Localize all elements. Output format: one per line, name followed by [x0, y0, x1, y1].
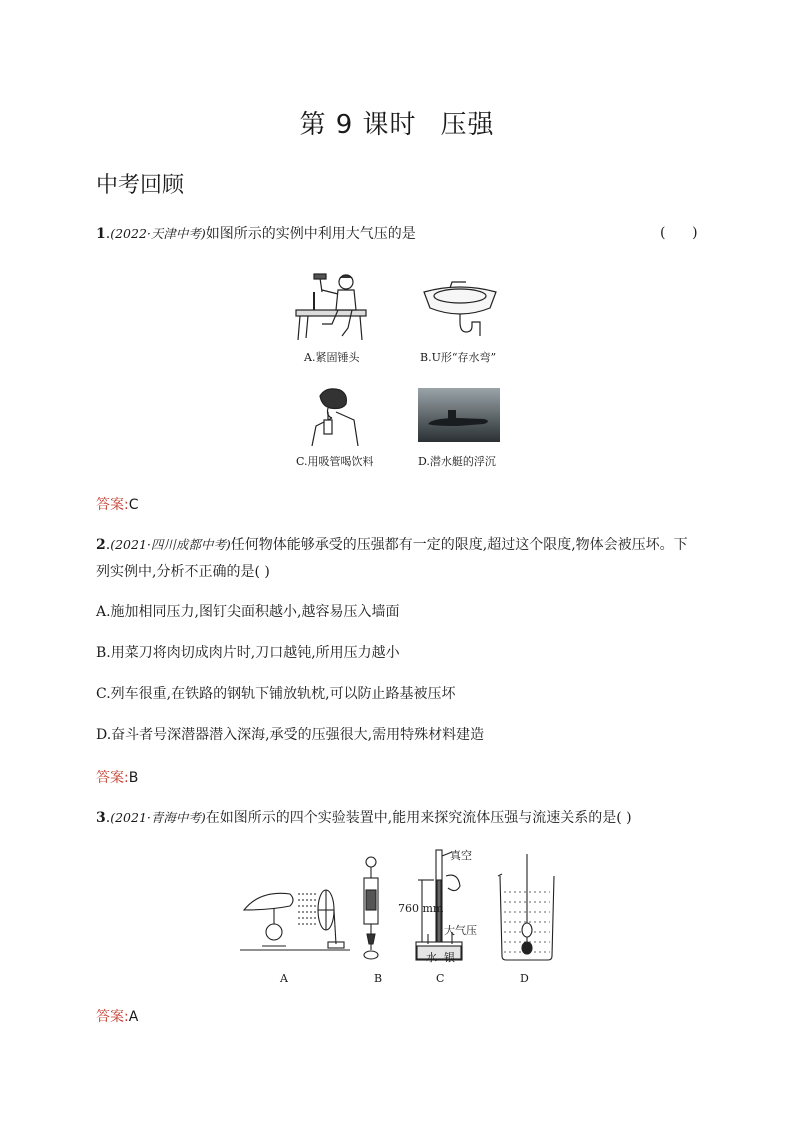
question-3: 3.(2021·青海中考)在如图所示的四个实验装置中,能用来探究流体压强与流速关系的是( ): [96, 810, 632, 826]
figure-label-b: B: [374, 972, 383, 985]
question-source: (2022·天津中考): [110, 226, 206, 241]
figure-label-a: A: [280, 972, 288, 985]
question-number: 1: [96, 226, 106, 242]
question-text: 如图所示的实例中利用大气压的是: [205, 226, 416, 242]
figure-caption-c: C.用吸管喝饮料: [296, 455, 374, 468]
sink-u-bend-illustration: [420, 280, 500, 340]
beaker-apparatus: [496, 852, 558, 964]
figure-label-c: C: [436, 972, 445, 985]
option-a: A.施加相同压力,图钉尖面积越小,越容易压入墙面: [96, 604, 400, 620]
label-water: 水: [426, 951, 437, 964]
syringe-apparatus: [358, 856, 384, 962]
label-vacuum: 真空: [450, 849, 472, 862]
hammer-bench-illustration: [292, 272, 372, 342]
submarine-photo: [418, 388, 500, 442]
question-source: (2021·四川成都中考): [110, 537, 231, 552]
label-height: 760 mm: [398, 902, 444, 915]
question-2: 2.(2021·四川成都中考)任何物体能够承受的压强都有一定的限度,超过这个限度,物体会被压坏。下: [96, 537, 688, 553]
title-lesson: 第 9 课时: [299, 110, 417, 140]
answer-label: 答案:: [96, 497, 129, 513]
page-title: [0, 104, 794, 141]
answer-blank: ( ): [660, 225, 698, 241]
figure-label-d: D: [520, 972, 529, 985]
answer-value: B: [128, 770, 139, 786]
answer-value: C: [128, 497, 139, 513]
title-topic: 压强: [440, 110, 495, 140]
answer-3: [96, 1006, 138, 1026]
question-1: 1.(2022·天津中考)如图所示的实例中利用大气压的是: [96, 226, 416, 242]
option-d: D.奋斗者号深潜器潜入深海,承受的压强很大,需用特殊材料建造: [96, 727, 485, 743]
figure-caption-d: D.潜水艇的浮沉: [418, 455, 496, 468]
question-text: 在如图所示的四个实验装置中,能用来探究流体压强与流速关系的是( ): [205, 810, 632, 826]
option-b: B.用菜刀将肉切成肉片时,刀口越钝,所用压力越小: [96, 645, 400, 661]
figure-caption-b: B.U形“存水弯”: [420, 351, 497, 364]
label-atmospheric-pressure: 大气压: [444, 924, 477, 937]
drinking-straw-illustration: [306, 386, 362, 446]
answer-label: 答案:: [96, 1009, 129, 1025]
question-source: (2021·青海中考): [110, 810, 206, 825]
answer-label: 答案:: [96, 770, 129, 786]
question-2-line2: 列实例中,分析不正确的是( ): [96, 564, 270, 580]
figure-caption-a: A.紧固锤头: [304, 351, 360, 364]
airfoil-fan-apparatus: [240, 880, 350, 960]
question-number: 3: [96, 810, 106, 826]
label-mercury: 银: [444, 951, 455, 964]
answer-value: A: [128, 1009, 139, 1025]
question-text-line1: 任何物体能够承受的压强都有一定的限度,超过这个限度,物体会被压坏。下: [230, 537, 688, 553]
option-c: C.列车很重,在铁路的钢轨下铺放轨枕,可以防止路基被压坏: [96, 686, 456, 702]
answer-1: [96, 494, 139, 514]
question-number: 2: [96, 537, 106, 553]
section-heading: 中考回顾: [96, 173, 185, 198]
answer-2: [96, 767, 138, 787]
